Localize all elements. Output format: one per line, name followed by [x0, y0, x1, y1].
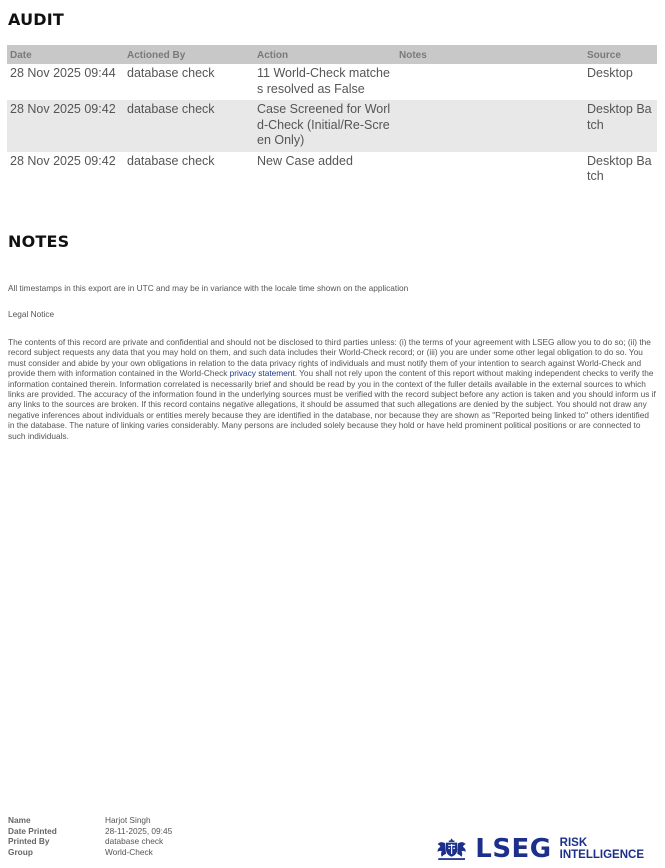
risk-intelligence-wordmark: [560, 837, 644, 861]
column-header-notes: Notes: [396, 45, 584, 64]
column-header-date: Date: [7, 45, 124, 64]
print-info-label: Name: [8, 815, 31, 825]
row-action: New Case added: [257, 153, 353, 168]
legal-text-part1: The contents of this record are private and confidential and should not be disclosed to third parties unless: (i) the terms of your agreement with LSEG allow you to do so; (ii) the record subject requests any data that you may hold on them, and such data includes their World-Check record; or (iii) you are under some other legal obligation to do so. You must consider and abide by your own obligations in relation to the data privacy rights of individuals and must notify them of your intention to search against World-Check and provide them with information contained in the World-Check: [8, 337, 651, 379]
print-info-row: [8, 815, 172, 826]
legal-notice-text: [8, 337, 656, 441]
row-date: 28 Nov 2025 09:44: [10, 66, 116, 80]
timestamps-note: All timestamps in this export are in UTC and may be in variance with the locale time shown on the application: [8, 283, 409, 293]
row-source: Desktop Batch: [584, 100, 657, 152]
print-info-value: World-Check: [105, 846, 153, 857]
row-source: Desktop: [587, 66, 633, 80]
audit-table: [7, 45, 657, 188]
row-action: 11 World-Check matches resolved as False: [257, 66, 390, 96]
row-date: 28 Nov 2025 09:42: [10, 153, 116, 168]
column-header-actioned-by: Actioned By: [124, 45, 254, 64]
row-source: Desktop Batch: [587, 153, 652, 183]
column-header-source: Source: [584, 45, 657, 64]
table-row: [7, 100, 657, 152]
print-info-label: Group: [8, 846, 33, 857]
column-header-action: Action: [254, 45, 396, 64]
row-notes: [396, 152, 584, 188]
print-info-row: [8, 836, 172, 847]
legal-notice-title: Legal Notice: [8, 309, 55, 319]
print-info-label: Date Printed: [8, 825, 57, 836]
row-action: Case Screened for World-Check (Initial/Re-Screen Only): [254, 100, 396, 152]
row-actioned-by: database check: [124, 100, 254, 152]
legal-text-part2: . You shall not rely upon the content of this report without making independent checks to verify the information contained therein. Information correlated is necessarily brief and should be read by you in the context of the fuller details available in the external sources to which links are provided. The accuracy of the information found in the underlying sources must be verified with the record subject before any action is taken and you should inform us if any links to the sources are broken. If this record contains negative allegations, it should be assumed that such allegations are denied by the subject. You should not draw any negative inferences about individuals or entities merely because they are identified in the database, nor because they are shown as "Reported being linked to" others identified in the database. The nature of linking varies considerably. Many persons are included solely because they hold or have held prominent political positions or are connected to such individuals.: [8, 368, 656, 441]
print-info-label: Printed By: [8, 836, 50, 847]
audit-title: AUDIT: [8, 10, 65, 29]
print-info: [8, 815, 172, 857]
notes-title: NOTES: [8, 232, 70, 251]
logo-line2: INTELLIGENCE: [559, 849, 644, 861]
print-info-row: [8, 847, 172, 858]
row-notes: [396, 64, 584, 100]
logo-line1: RISK: [559, 837, 588, 849]
privacy-statement-link[interactable]: privacy statement: [229, 368, 295, 379]
audit-header-row: [7, 45, 657, 64]
lseg-logo: [434, 832, 644, 866]
print-info-value: 28-11-2025, 09:45: [105, 825, 173, 836]
row-date: 28 Nov 2025 09:42: [7, 100, 124, 152]
row-notes: [396, 100, 584, 152]
print-info-value: database check: [105, 836, 164, 847]
table-row: [7, 64, 657, 100]
print-info-value: Harjot Singh: [105, 815, 151, 825]
coat-of-arms-icon: [434, 832, 469, 866]
row-actioned-by: database check: [127, 66, 215, 80]
row-actioned-by: database check: [127, 153, 215, 168]
table-row: [7, 152, 657, 188]
lseg-wordmark: LSEG: [475, 834, 552, 864]
print-info-row: [8, 826, 172, 837]
